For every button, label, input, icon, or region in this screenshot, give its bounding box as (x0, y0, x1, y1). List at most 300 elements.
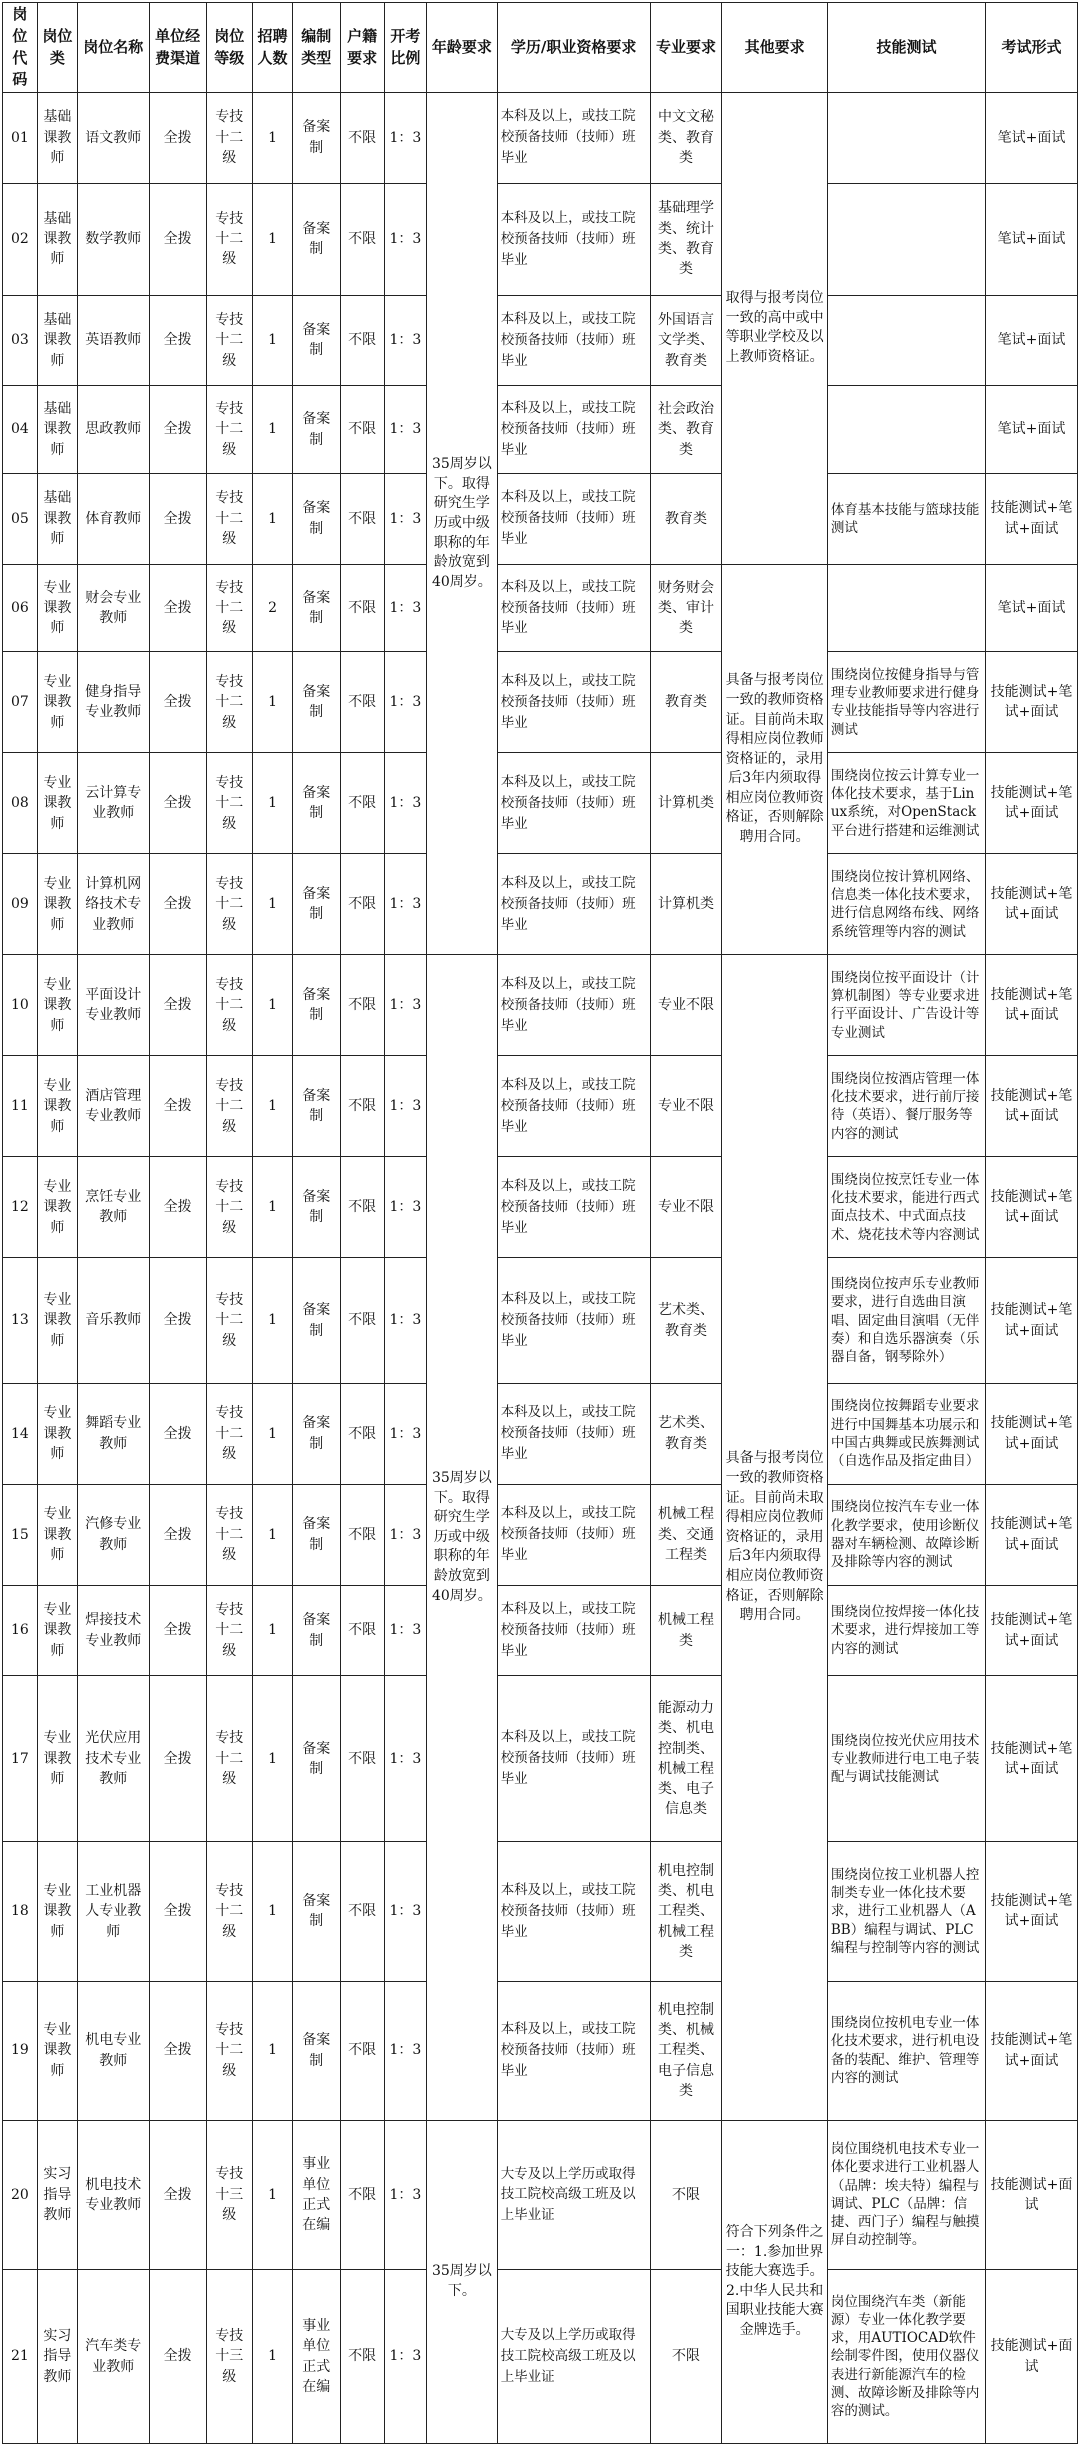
table-row (3, 1383, 1078, 1484)
cell-education: 本科及以上，或技工院校预备技师（技师）班毕业 (497, 652, 650, 753)
cell-hukou: 不限 (340, 2120, 384, 2270)
cell-ratio: 1：3 (384, 1383, 426, 1484)
cell-funding: 全拨 (149, 2120, 206, 2270)
cell-count: 1 (252, 1676, 292, 1842)
cell-exam-format: 技能测试+笔试+面试 (986, 854, 1078, 955)
cell-establishment: 备案制 (293, 1676, 340, 1842)
cell-position-name: 机电技术专业教师 (77, 2120, 149, 2270)
cell-count: 1 (252, 1157, 292, 1258)
cell-ratio: 1：3 (384, 295, 426, 386)
cell-position-name: 财会专业教师 (77, 564, 149, 652)
cell-hukou: 不限 (340, 183, 384, 295)
table-row (3, 474, 1078, 565)
cell-level: 专技十二级 (206, 564, 252, 652)
cell-count: 1 (252, 753, 292, 854)
cell-establishment: 备案制 (293, 652, 340, 753)
cell-ratio: 1：3 (384, 1484, 426, 1585)
cell-hukou: 不限 (340, 386, 384, 474)
cell-skill-test: 围绕岗位按汽车专业一体化教学要求，使用诊断仪器对车辆检测、故障诊断及排除等内容的测试 (827, 1484, 985, 1585)
cell-ratio: 1：3 (384, 753, 426, 854)
cell-skill-test: 围绕岗位按焊接一体化技术要求，进行焊接加工等内容的测试 (827, 1585, 985, 1676)
cell-establishment: 备案制 (293, 854, 340, 955)
header-code: 岗位代码 (3, 3, 38, 93)
cell-hukou: 不限 (340, 93, 384, 184)
cell-code: 14 (3, 1383, 38, 1484)
cell-exam-format: 笔试+面试 (986, 93, 1078, 184)
cell-ratio: 1：3 (384, 183, 426, 295)
cell-exam-format: 技能测试+笔试+面试 (986, 1157, 1078, 1258)
cell-level: 专技十二级 (206, 1585, 252, 1676)
cell-skill-test (827, 295, 985, 386)
table-row (3, 2270, 1078, 2444)
cell-hukou: 不限 (340, 1981, 384, 2120)
cell-education: 本科及以上，或技工院校预备技师（技师）班毕业 (497, 183, 650, 295)
cell-skill-test: 围绕岗位按光伏应用技术专业教师进行电工电子装配与调试技能测试 (827, 1676, 985, 1842)
cell-category: 基础课教师 (37, 183, 77, 295)
cell-count: 1 (252, 183, 292, 295)
cell-code: 03 (3, 295, 38, 386)
cell-position-name: 工业机器人专业教师 (77, 1842, 149, 1981)
cell-skill-test: 岗位围绕机电技术专业一体化要求进行工业机器人（品牌：埃夫特）编程与调试、PLC（品牌：信捷、西门子）编程与触摸屏自动控制等。 (827, 2120, 985, 2270)
cell-level: 专技十二级 (206, 183, 252, 295)
cell-exam-format: 技能测试+笔试+面试 (986, 474, 1078, 565)
cell-ratio: 1：3 (384, 1258, 426, 1383)
cell-count: 1 (252, 652, 292, 753)
cell-skill-test: 围绕岗位按机电专业一体化技术要求，进行机电设备的装配、维护、管理等内容的测试 (827, 1981, 985, 2120)
cell-education: 本科及以上，或技工院校预备技师（技师）班毕业 (497, 474, 650, 565)
cell-education: 本科及以上，或技工院校预备技师（技师）班毕业 (497, 1484, 650, 1585)
cell-establishment: 事业单位正式在编 (293, 2270, 340, 2444)
cell-level: 专技十二级 (206, 295, 252, 386)
table-row (3, 955, 1078, 1056)
cell-hukou: 不限 (340, 295, 384, 386)
cell-funding: 全拨 (149, 386, 206, 474)
cell-exam-format: 笔试+面试 (986, 386, 1078, 474)
cell-establishment: 备案制 (293, 1383, 340, 1484)
cell-major: 外国语言文学类、教育类 (650, 295, 722, 386)
cell-establishment: 备案制 (293, 93, 340, 184)
cell-category: 实习指导教师 (37, 2270, 77, 2444)
cell-hukou: 不限 (340, 564, 384, 652)
cell-code: 06 (3, 564, 38, 652)
cell-category: 专业课教师 (37, 1383, 77, 1484)
cell-education: 本科及以上，或技工院校预备技师（技师）班毕业 (497, 753, 650, 854)
cell-funding: 全拨 (149, 1157, 206, 1258)
cell-education: 本科及以上，或技工院校预备技师（技师）班毕业 (497, 1981, 650, 2120)
cell-code: 04 (3, 386, 38, 474)
cell-exam-format: 技能测试+笔试+面试 (986, 955, 1078, 1056)
cell-category: 专业课教师 (37, 854, 77, 955)
cell-count: 1 (252, 1981, 292, 2120)
cell-exam-format: 技能测试+笔试+面试 (986, 1676, 1078, 1842)
cell-funding: 全拨 (149, 1981, 206, 2120)
header-level: 岗位等级 (206, 3, 252, 93)
cell-establishment: 备案制 (293, 955, 340, 1056)
cell-position-name: 健身指导专业教师 (77, 652, 149, 753)
cell-hukou: 不限 (340, 753, 384, 854)
cell-major: 不限 (650, 2270, 722, 2444)
cell-major: 教育类 (650, 474, 722, 565)
cell-ratio: 1：3 (384, 93, 426, 184)
cell-hukou: 不限 (340, 652, 384, 753)
cell-category: 基础课教师 (37, 93, 77, 184)
table-row (3, 386, 1078, 474)
cell-skill-test: 围绕岗位按健身指导与管理专业教师要求进行健身专业技能指导等内容进行测试 (827, 652, 985, 753)
cell-exam-format: 技能测试+笔试+面试 (986, 1056, 1078, 1157)
cell-major: 艺术类、教育类 (650, 1258, 722, 1383)
cell-education: 大专及以上学历或取得技工院校高级工班及以上毕业证 (497, 2120, 650, 2270)
cell-count: 1 (252, 1383, 292, 1484)
cell-skill-test: 围绕岗位按云计算专业一体化技术要求，基于Linux系统，对OpenStack平台进行搭建和运维测试 (827, 753, 985, 854)
cell-level: 专技十二级 (206, 1383, 252, 1484)
cell-level: 专技十二级 (206, 753, 252, 854)
cell-major: 不限 (650, 2120, 722, 2270)
cell-funding: 全拨 (149, 1842, 206, 1981)
cell-exam-format: 技能测试+笔试+面试 (986, 1981, 1078, 2120)
cell-establishment: 备案制 (293, 1484, 340, 1585)
cell-hukou: 不限 (340, 474, 384, 565)
header-age: 年龄要求 (427, 3, 498, 93)
cell-skill-test: 围绕岗位按声乐专业教师要求，进行自选曲目演唱、固定曲目演唱（无伴奏）和自选乐器演奏（乐器自备，钢琴除外） (827, 1258, 985, 1383)
cell-count: 1 (252, 2120, 292, 2270)
cell-major: 财务财会类、审计类 (650, 564, 722, 652)
cell-skill-test: 围绕岗位按平面设计（计算机制图）等专业要求进行平面设计、广告设计等专业测试 (827, 955, 985, 1056)
cell-funding: 全拨 (149, 2270, 206, 2444)
cell-level: 专技十二级 (206, 1258, 252, 1383)
cell-code: 11 (3, 1056, 38, 1157)
cell-hukou: 不限 (340, 1676, 384, 1842)
cell-ratio: 1：3 (384, 1585, 426, 1676)
cell-category: 基础课教师 (37, 386, 77, 474)
cell-position-name: 光伏应用技术专业教师 (77, 1676, 149, 1842)
cell-ratio: 1：3 (384, 854, 426, 955)
cell-funding: 全拨 (149, 1676, 206, 1842)
cell-hukou: 不限 (340, 1383, 384, 1484)
cell-skill-test (827, 93, 985, 184)
cell-hukou: 不限 (340, 1056, 384, 1157)
cell-position-name: 机电专业教师 (77, 1981, 149, 2120)
cell-skill-test (827, 386, 985, 474)
cell-major: 教育类 (650, 652, 722, 753)
cell-ratio: 1：3 (384, 474, 426, 565)
cell-category: 专业课教师 (37, 1842, 77, 1981)
cell-exam-format: 技能测试+笔试+面试 (986, 1258, 1078, 1383)
cell-code: 08 (3, 753, 38, 854)
cell-level: 专技十二级 (206, 1157, 252, 1258)
header-skill: 技能测试 (827, 3, 985, 93)
cell-category: 专业课教师 (37, 1258, 77, 1383)
table-row (3, 1258, 1078, 1383)
cell-funding: 全拨 (149, 474, 206, 565)
cell-level: 专技十二级 (206, 1676, 252, 1842)
cell-funding: 全拨 (149, 1056, 206, 1157)
header-category: 岗位类 (37, 3, 77, 93)
cell-hukou: 不限 (340, 2270, 384, 2444)
cell-position-name: 数学教师 (77, 183, 149, 295)
cell-code: 01 (3, 93, 38, 184)
cell-establishment: 备案制 (293, 1056, 340, 1157)
cell-count: 1 (252, 386, 292, 474)
cell-position-name: 舞蹈专业教师 (77, 1383, 149, 1484)
cell-code: 05 (3, 474, 38, 565)
cell-ratio: 1：3 (384, 2120, 426, 2270)
cell-skill-test: 体育基本技能与篮球技能测试 (827, 474, 985, 565)
cell-position-name: 音乐教师 (77, 1258, 149, 1383)
cell-funding: 全拨 (149, 93, 206, 184)
table-row (3, 1981, 1078, 2120)
cell-skill-test: 围绕岗位按工业机器人控制类专业一体化技术要求，进行工业机器人（ABB）编程与调试、PLC编程与控制等内容的测试 (827, 1842, 985, 1981)
cell-skill-test (827, 183, 985, 295)
cell-ratio: 1：3 (384, 1056, 426, 1157)
cell-education: 本科及以上，或技工院校预备技师（技师）班毕业 (497, 1157, 650, 1258)
cell-category: 基础课教师 (37, 295, 77, 386)
cell-exam-format: 技能测试+笔试+面试 (986, 652, 1078, 753)
cell-category: 专业课教师 (37, 564, 77, 652)
cell-count: 1 (252, 474, 292, 565)
cell-education: 本科及以上，或技工院校预备技师（技师）班毕业 (497, 564, 650, 652)
cell-education: 本科及以上，或技工院校预备技师（技师）班毕业 (497, 1585, 650, 1676)
cell-exam-format: 笔试+面试 (986, 295, 1078, 386)
cell-funding: 全拨 (149, 1258, 206, 1383)
cell-major: 能源动力类、机电控制类、机械工程类、电子信息类 (650, 1676, 722, 1842)
cell-category: 专业课教师 (37, 1676, 77, 1842)
header-name: 岗位名称 (77, 3, 149, 93)
cell-exam-format: 技能测试+面试 (986, 2270, 1078, 2444)
cell-major: 中文文秘类、教育类 (650, 93, 722, 184)
cell-hukou: 不限 (340, 854, 384, 955)
cell-establishment: 备案制 (293, 474, 340, 565)
cell-exam-format: 技能测试+笔试+面试 (986, 1585, 1078, 1676)
cell-ratio: 1：3 (384, 1157, 426, 1258)
cell-position-name: 平面设计专业教师 (77, 955, 149, 1056)
cell-ratio: 1：3 (384, 1981, 426, 2120)
cell-education: 本科及以上，或技工院校预备技师（技师）班毕业 (497, 955, 650, 1056)
cell-code: 10 (3, 955, 38, 1056)
header-major: 专业要求 (650, 3, 722, 93)
cell-code: 07 (3, 652, 38, 753)
cell-level: 专技十二级 (206, 1056, 252, 1157)
cell-major: 机械工程类 (650, 1585, 722, 1676)
cell-code: 21 (3, 2270, 38, 2444)
cell-establishment: 备案制 (293, 753, 340, 854)
cell-code: 15 (3, 1484, 38, 1585)
cell-code: 13 (3, 1258, 38, 1383)
cell-funding: 全拨 (149, 652, 206, 753)
cell-level: 专技十三级 (206, 2120, 252, 2270)
header-funding: 单位经费渠道 (149, 3, 206, 93)
cell-funding: 全拨 (149, 1383, 206, 1484)
cell-position-name: 汽修专业教师 (77, 1484, 149, 1585)
cell-exam-format: 技能测试+笔试+面试 (986, 753, 1078, 854)
cell-funding: 全拨 (149, 1484, 206, 1585)
header-establishment: 编制类型 (293, 3, 340, 93)
cell-code: 17 (3, 1676, 38, 1842)
cell-level: 专技十二级 (206, 93, 252, 184)
cell-hukou: 不限 (340, 1157, 384, 1258)
table-row (3, 93, 1078, 184)
table-row (3, 753, 1078, 854)
cell-level: 专技十二级 (206, 1981, 252, 2120)
cell-education: 本科及以上，或技工院校预备技师（技师）班毕业 (497, 1056, 650, 1157)
cell-ratio: 1：3 (384, 564, 426, 652)
cell-category: 专业课教师 (37, 753, 77, 854)
cell-ratio: 1：3 (384, 2270, 426, 2444)
cell-major: 机械工程类、交通工程类 (650, 1484, 722, 1585)
table-row (3, 1842, 1078, 1981)
table-row (3, 1676, 1078, 1842)
cell-code: 20 (3, 2120, 38, 2270)
cell-funding: 全拨 (149, 753, 206, 854)
cell-age-requirement: 35周岁以下。取得研究生学历或中级职称的年龄放宽到40周岁。 (427, 955, 498, 2120)
cell-count: 1 (252, 2270, 292, 2444)
cell-major: 社会政治类、教育类 (650, 386, 722, 474)
cell-position-name: 酒店管理专业教师 (77, 1056, 149, 1157)
cell-position-name: 汽车类专业教师 (77, 2270, 149, 2444)
cell-establishment: 备案制 (293, 1258, 340, 1383)
cell-establishment: 备案制 (293, 183, 340, 295)
cell-position-name: 语文教师 (77, 93, 149, 184)
header-count: 招聘人数 (252, 3, 292, 93)
cell-code: 19 (3, 1981, 38, 2120)
cell-code: 12 (3, 1157, 38, 1258)
cell-skill-test: 围绕岗位按舞蹈专业要求进行中国舞基本功展示和中国古典舞或民族舞测试（自选作品及指定曲目） (827, 1383, 985, 1484)
table-row (3, 1484, 1078, 1585)
cell-ratio: 1：3 (384, 652, 426, 753)
cell-ratio: 1：3 (384, 1676, 426, 1842)
cell-position-name: 焊接技术专业教师 (77, 1585, 149, 1676)
cell-skill-test: 围绕岗位按计算机网络、信息类一体化技术要求，进行信息网络布线、网络系统管理等内容的测试 (827, 854, 985, 955)
cell-hukou: 不限 (340, 1585, 384, 1676)
cell-position-name: 云计算专业教师 (77, 753, 149, 854)
table-header-row (3, 3, 1078, 93)
cell-establishment: 备案制 (293, 1157, 340, 1258)
table-row (3, 854, 1078, 955)
table-row (3, 1157, 1078, 1258)
cell-education: 本科及以上，或技工院校预备技师（技师）班毕业 (497, 295, 650, 386)
table-row (3, 652, 1078, 753)
cell-position-name: 计算机网络技术专业教师 (77, 854, 149, 955)
cell-skill-test: 围绕岗位按烹饪专业一体化技术要求，能进行西式面点技术、中式面点技术、烧花技术等内容测试 (827, 1157, 985, 1258)
cell-level: 专技十二级 (206, 386, 252, 474)
header-exam: 考试形式 (986, 3, 1078, 93)
cell-code: 09 (3, 854, 38, 955)
cell-exam-format: 技能测试+面试 (986, 2120, 1078, 2270)
header-hukou: 户籍要求 (340, 3, 384, 93)
cell-category: 专业课教师 (37, 1484, 77, 1585)
cell-category: 专业课教师 (37, 1056, 77, 1157)
cell-level: 专技十二级 (206, 1842, 252, 1981)
table-row (3, 295, 1078, 386)
cell-major: 机电控制类、机电工程类、机械工程类 (650, 1842, 722, 1981)
cell-hukou: 不限 (340, 955, 384, 1056)
cell-other-requirement: 符合下列条件之一：1.参加世界技能大赛选手。 2.中华人民共和国职业技能大赛金牌选手。 (722, 2120, 827, 2443)
cell-major: 专业不限 (650, 955, 722, 1056)
cell-code: 02 (3, 183, 38, 295)
cell-position-name: 烹饪专业教师 (77, 1157, 149, 1258)
cell-code: 16 (3, 1585, 38, 1676)
cell-category: 专业课教师 (37, 652, 77, 753)
recruitment-table (2, 2, 1078, 2444)
cell-establishment: 备案制 (293, 1981, 340, 2120)
cell-count: 1 (252, 295, 292, 386)
cell-level: 专技十二级 (206, 1484, 252, 1585)
cell-category: 专业课教师 (37, 1157, 77, 1258)
cell-code: 18 (3, 1842, 38, 1981)
cell-establishment: 备案制 (293, 386, 340, 474)
cell-funding: 全拨 (149, 955, 206, 1056)
cell-education: 本科及以上，或技工院校预备技师（技师）班毕业 (497, 93, 650, 184)
cell-major: 计算机类 (650, 753, 722, 854)
cell-exam-format: 笔试+面试 (986, 564, 1078, 652)
header-ratio: 开考比例 (384, 3, 426, 93)
cell-establishment: 备案制 (293, 564, 340, 652)
cell-education: 本科及以上，或技工院校预备技师（技师）班毕业 (497, 1258, 650, 1383)
cell-funding: 全拨 (149, 183, 206, 295)
cell-category: 实习指导教师 (37, 2120, 77, 2270)
cell-hukou: 不限 (340, 1484, 384, 1585)
cell-establishment: 备案制 (293, 1585, 340, 1676)
cell-age-requirement: 35周岁以下。取得研究生学历或中级职称的年龄放宽到40周岁。 (427, 93, 498, 955)
cell-funding: 全拨 (149, 564, 206, 652)
cell-count: 1 (252, 1842, 292, 1981)
cell-level: 专技十二级 (206, 474, 252, 565)
cell-exam-format: 技能测试+笔试+面试 (986, 1484, 1078, 1585)
cell-major: 机电控制类、机械工程类、电子信息类 (650, 1981, 722, 2120)
cell-major: 艺术类、教育类 (650, 1383, 722, 1484)
cell-count: 1 (252, 955, 292, 1056)
cell-category: 专业课教师 (37, 1585, 77, 1676)
cell-position-name: 思政教师 (77, 386, 149, 474)
table-row (3, 1585, 1078, 1676)
cell-ratio: 1：3 (384, 386, 426, 474)
cell-skill-test: 围绕岗位按酒店管理一体化技术要求，进行前厅接待（英语）、餐厅服务等内容的测试 (827, 1056, 985, 1157)
cell-establishment: 备案制 (293, 295, 340, 386)
cell-count: 1 (252, 93, 292, 184)
cell-level: 专技十二级 (206, 955, 252, 1056)
cell-count: 1 (252, 854, 292, 955)
cell-category: 专业课教师 (37, 955, 77, 1056)
cell-category: 基础课教师 (37, 474, 77, 565)
cell-count: 1 (252, 1056, 292, 1157)
table-row (3, 564, 1078, 652)
cell-exam-format: 技能测试+笔试+面试 (986, 1842, 1078, 1981)
cell-funding: 全拨 (149, 854, 206, 955)
cell-exam-format: 笔试+面试 (986, 183, 1078, 295)
cell-count: 1 (252, 1258, 292, 1383)
cell-position-name: 英语教师 (77, 295, 149, 386)
cell-establishment: 事业单位正式在编 (293, 2120, 340, 2270)
cell-count: 1 (252, 1585, 292, 1676)
cell-education: 大专及以上学历或取得技工院校高级工班及以上毕业证 (497, 2270, 650, 2444)
cell-major: 计算机类 (650, 854, 722, 955)
cell-other-requirement: 具备与报考岗位一致的教师资格证。目前尚未取得相应岗位教师资格证的，录用后3年内须取得相应岗位教师资格证，否则解除聘用合同。 (722, 564, 827, 955)
cell-funding: 全拨 (149, 295, 206, 386)
cell-count: 1 (252, 1484, 292, 1585)
table-body (3, 93, 1078, 2444)
cell-age-requirement: 35周岁以下。 (427, 2120, 498, 2443)
cell-ratio: 1：3 (384, 1842, 426, 1981)
cell-level: 专技十二级 (206, 854, 252, 955)
cell-level: 专技十二级 (206, 652, 252, 753)
cell-category: 专业课教师 (37, 1981, 77, 2120)
cell-other-requirement: 取得与报考岗位一致的高中或中等职业学校及以上教师资格证。 (722, 93, 827, 565)
cell-position-name: 体育教师 (77, 474, 149, 565)
cell-funding: 全拨 (149, 1585, 206, 1676)
cell-major: 专业不限 (650, 1157, 722, 1258)
cell-education: 本科及以上，或技工院校预备技师（技师）班毕业 (497, 1676, 650, 1842)
header-other: 其他要求 (722, 3, 827, 93)
cell-education: 本科及以上，或技工院校预备技师（技师）班毕业 (497, 1383, 650, 1484)
